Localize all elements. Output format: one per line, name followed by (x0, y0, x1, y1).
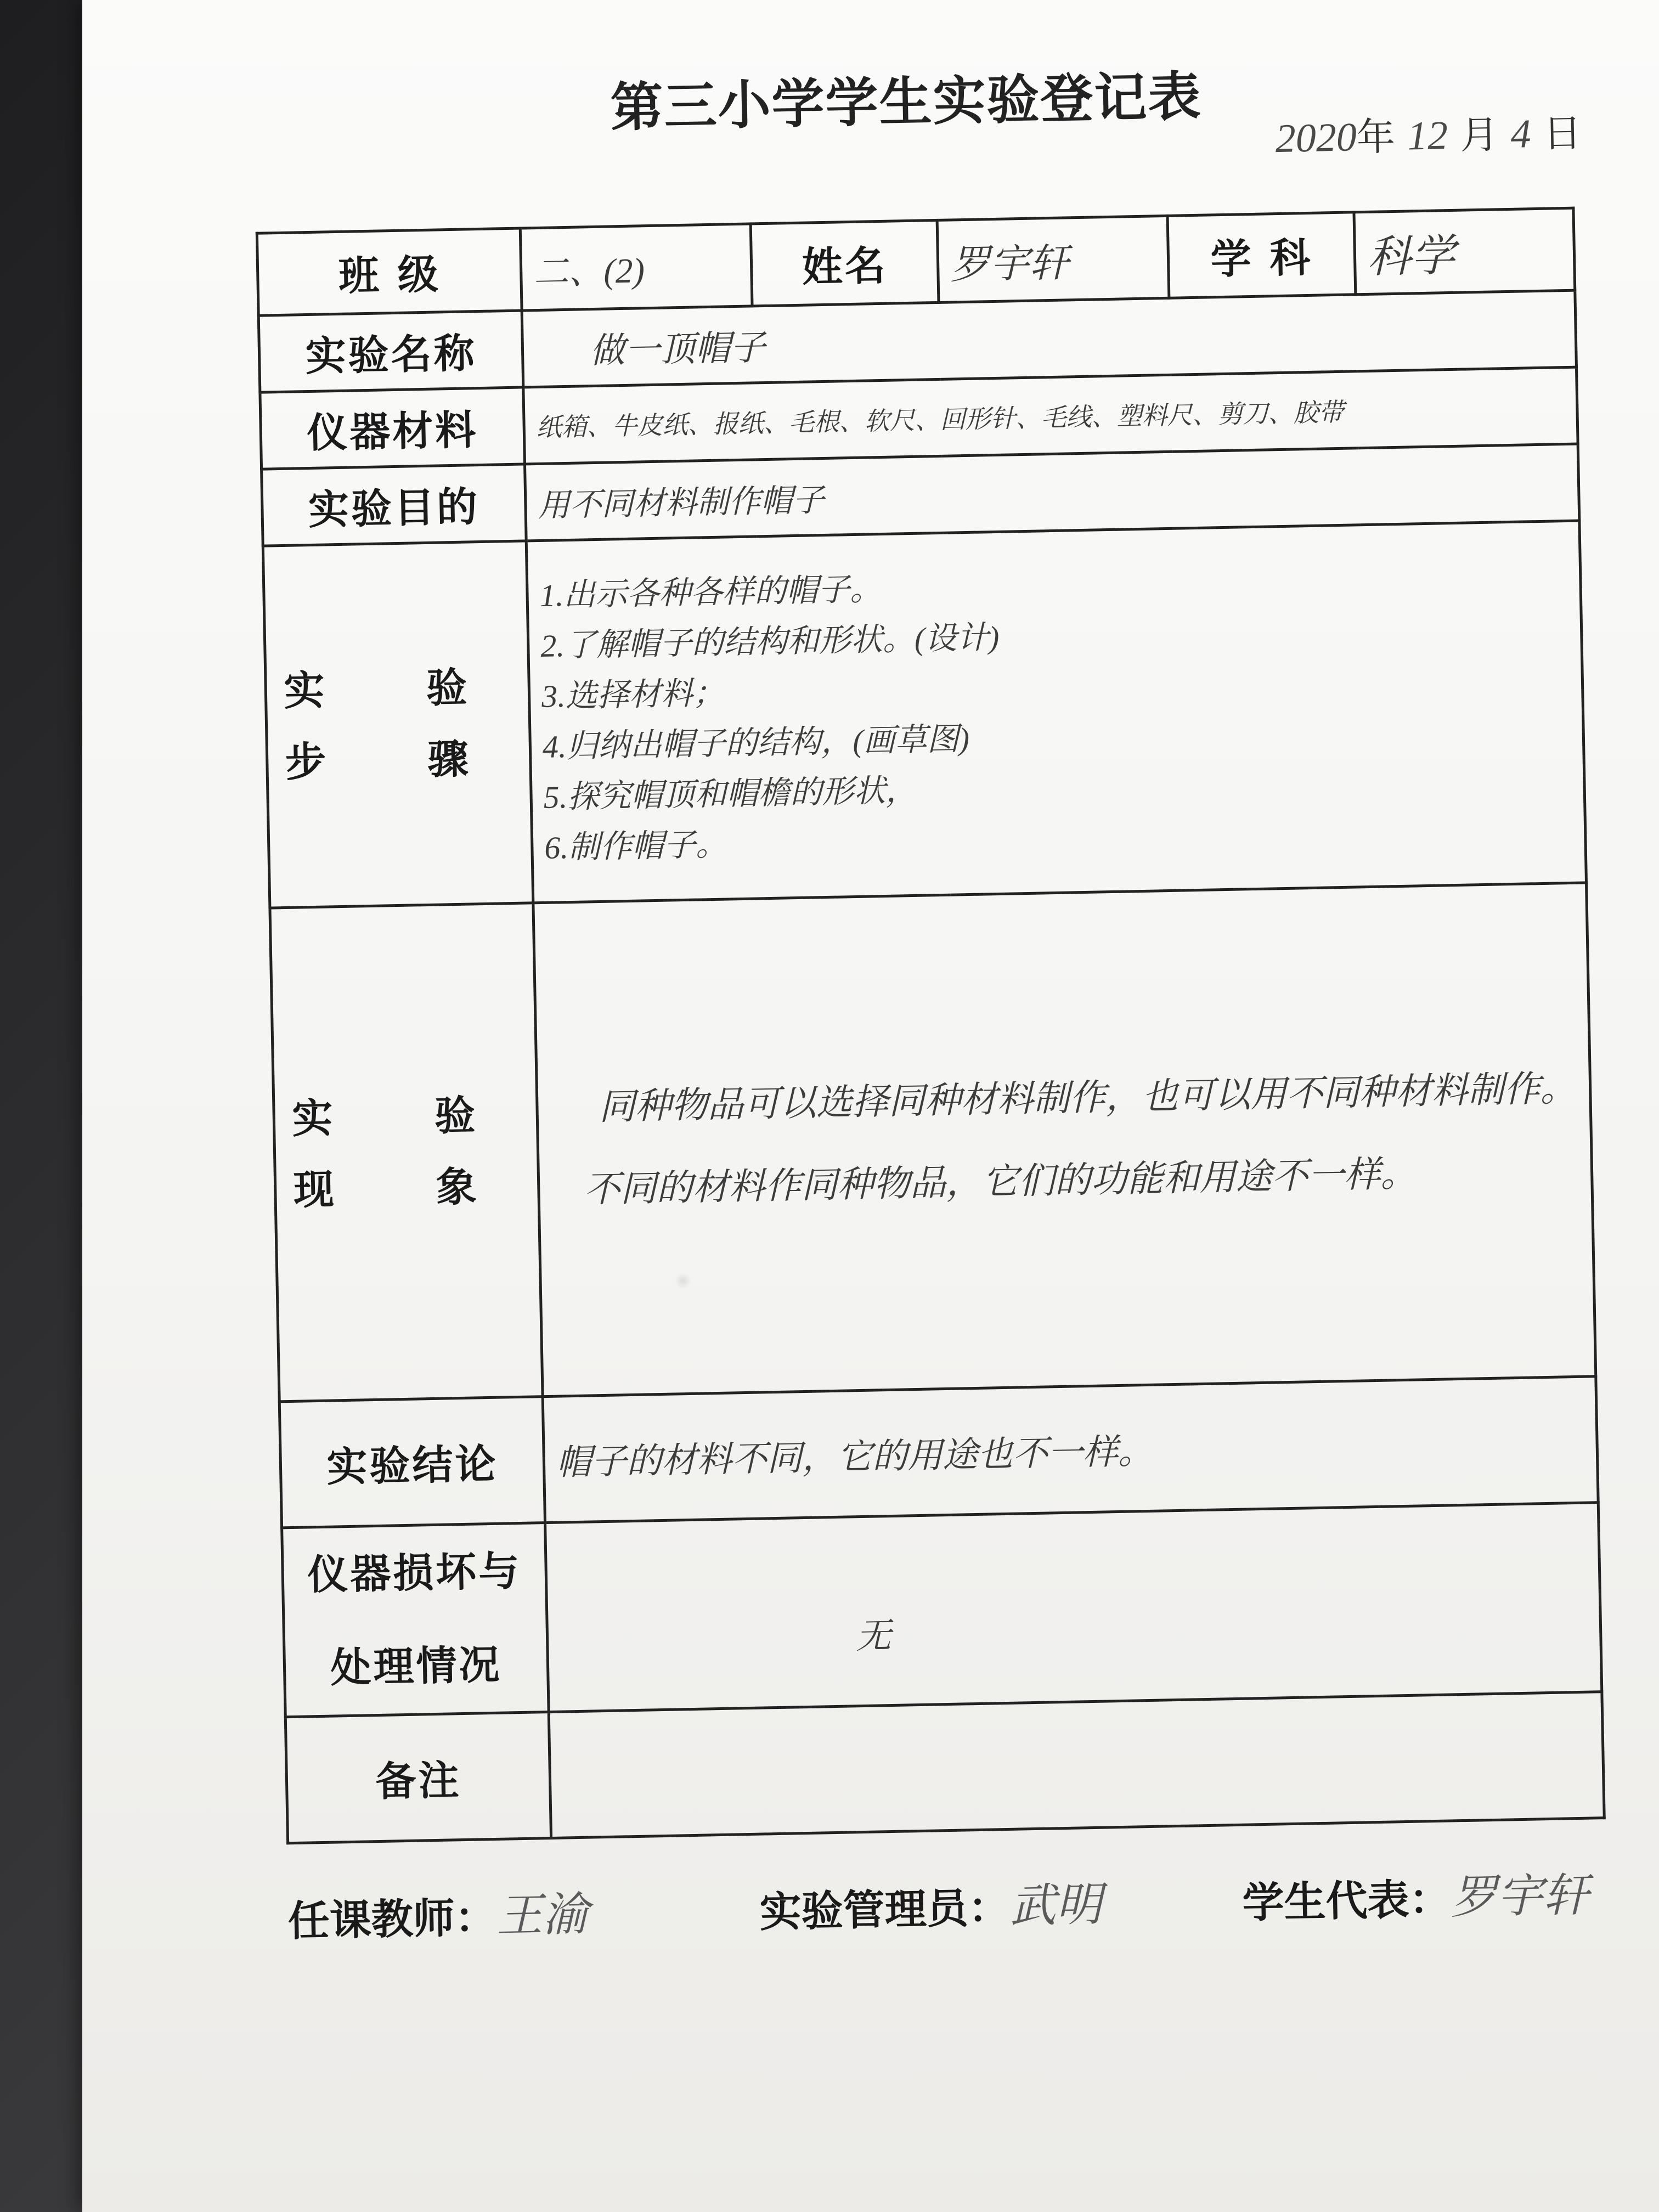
subject-label: 学 科 (1167, 212, 1356, 298)
teacher-label: 任课教师： (287, 1892, 497, 1946)
class-value: 二、(2) (520, 224, 752, 311)
phenomenon-content (533, 883, 1596, 1397)
date-day-label: 日 (1542, 110, 1582, 156)
date-day: 4 (1510, 111, 1532, 157)
form-table (256, 207, 1606, 1845)
materials-value: 纸箱、牛皮纸、报纸、毛根、软尺、回形针、毛线、塑料尺、剪刀、胶带 (523, 367, 1578, 464)
name-label: 姓名 (751, 220, 939, 306)
date-year-label: 年 (1356, 114, 1396, 160)
purpose-label: 实验目的 (262, 464, 527, 546)
remarks-label: 备注 (285, 1712, 551, 1843)
admin-label: 实验管理员： (759, 1882, 1011, 1937)
steps-content (526, 521, 1586, 903)
step-item: 5.探究帽顶和帽檐的形状， (543, 772, 918, 815)
form-date (1275, 102, 1582, 163)
phenomenon-label (270, 903, 543, 1402)
class-label: 班 级 (257, 228, 522, 315)
teacher-signature (287, 1877, 589, 1949)
phenomenon-row (270, 883, 1596, 1402)
phenomenon-label-line-2: 现 象 (293, 1162, 521, 1214)
conclusion-label: 实验结论 (279, 1397, 545, 1528)
teacher-value: 王渝 (495, 1889, 589, 1942)
steps-list (539, 545, 1574, 878)
damage-row (282, 1503, 1602, 1717)
student-label: 学生代表： (1242, 1874, 1452, 1927)
materials-label: 仪器材料 (260, 387, 525, 469)
step-item: 2.了解帽子的结构和形状。(设计) (540, 619, 1000, 664)
damage-value: 无 (545, 1503, 1602, 1712)
step-item: 6.制作帽子。 (544, 826, 728, 866)
steps-row (263, 521, 1586, 908)
step-item: 3.选择材料； (541, 675, 725, 714)
purpose-value: 用不同材料制作帽子 (525, 444, 1579, 541)
step-item: 4.归纳出帽子的结构，(画草图) (542, 720, 970, 765)
steps-label-line-1: 实 验 (283, 663, 511, 715)
form-title: 第三小学学生实验登记表 (610, 65, 1203, 139)
student-value: 罗宇轩 (1450, 1870, 1590, 1924)
experiment-name-label: 实验名称 (258, 311, 523, 392)
name-value: 罗宇轩 (937, 216, 1169, 302)
experiment-name-value: 做一顶帽子 (522, 290, 1576, 387)
steps-label-line-2: 步 骤 (285, 734, 513, 786)
phenomenon-label-line-1: 实 验 (291, 1091, 520, 1143)
conclusion-row (279, 1376, 1598, 1528)
damage-label (282, 1523, 549, 1717)
remarks-row (285, 1692, 1604, 1843)
date-year: 2020 (1275, 115, 1357, 162)
damage-label-line-1: 仪器损坏与 (307, 1547, 522, 1599)
steps-label (263, 541, 533, 908)
student-signature (1242, 1858, 1589, 1931)
step-item: 1.出示各种各样的帽子。 (539, 571, 882, 613)
phenomenon-paragraph-2: 不同的材料作同种物品，它们的功能和用途不一样。 (583, 1153, 1417, 1210)
registration-form (208, 47, 1637, 1946)
admin-value: 武明 (1009, 1879, 1103, 1932)
conclusion-value: 帽子的材料不同，它的用途也不一样。 (543, 1376, 1598, 1523)
remarks-value (549, 1692, 1604, 1838)
admin-signature (759, 1867, 1102, 1940)
subject-value: 科学 (1354, 208, 1575, 295)
date-month: 12 (1407, 113, 1448, 159)
date-month-label: 月 (1459, 112, 1499, 158)
phenomenon-paragraph-1: 同种物品可以选择同种材料制作，也可以用不同种材料制作。 (598, 1068, 1577, 1127)
damage-label-line-2: 处理情况 (330, 1641, 503, 1692)
